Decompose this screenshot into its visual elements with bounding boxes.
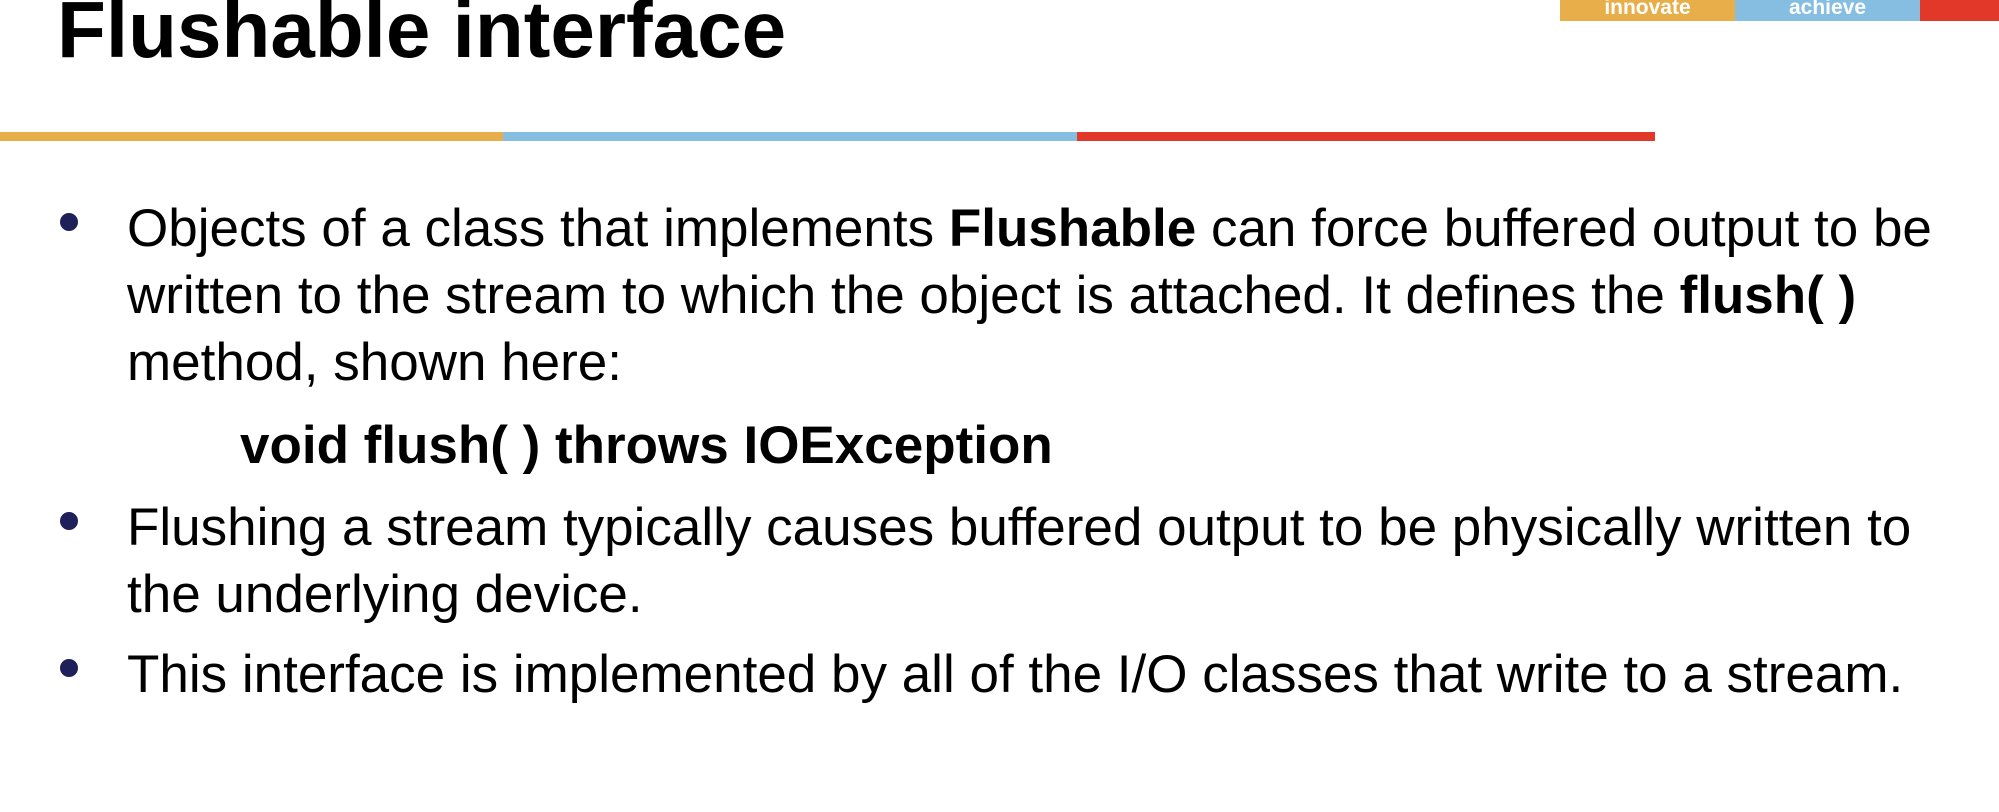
bullet-dot-icon — [60, 213, 78, 231]
brand-innovate-segment: innovate — [1560, 0, 1735, 21]
bullet-item-1 — [127, 195, 1997, 396]
bullet-1-text-b: can force buffered output to be written to the stream to which the object is attached. It defines the — [127, 199, 1932, 325]
bullet-1-bold-flush: flush( ) — [1679, 266, 1857, 325]
bullet-dot-icon — [60, 512, 78, 530]
bullet-item-3: This interface is implemented by all of the I/O classes that write to a stream. — [127, 645, 1904, 704]
title-divider — [0, 132, 1655, 141]
slide-title: Flushable interface — [57, 0, 787, 74]
bullet-1-text-c: method, shown here: — [127, 333, 622, 392]
bullet-1-bold-flushable: Flushable — [948, 199, 1197, 258]
bullet-1-text-a: Objects of a class that implements — [127, 199, 949, 258]
brand-red-segment — [1920, 0, 1999, 21]
method-signature: void flush( ) throws IOException — [240, 416, 1053, 475]
divider-segment-red — [1077, 132, 1655, 141]
divider-segment-blue — [503, 132, 1077, 141]
bullet-dot-icon — [60, 659, 78, 677]
brand-strip — [1560, 0, 1999, 21]
divider-segment-orange — [0, 132, 503, 141]
brand-achieve-segment: achieve — [1735, 0, 1920, 21]
bullet-item-2: Flushing a stream typically causes buffered output to be physically written to the underlying device. — [127, 498, 1912, 624]
